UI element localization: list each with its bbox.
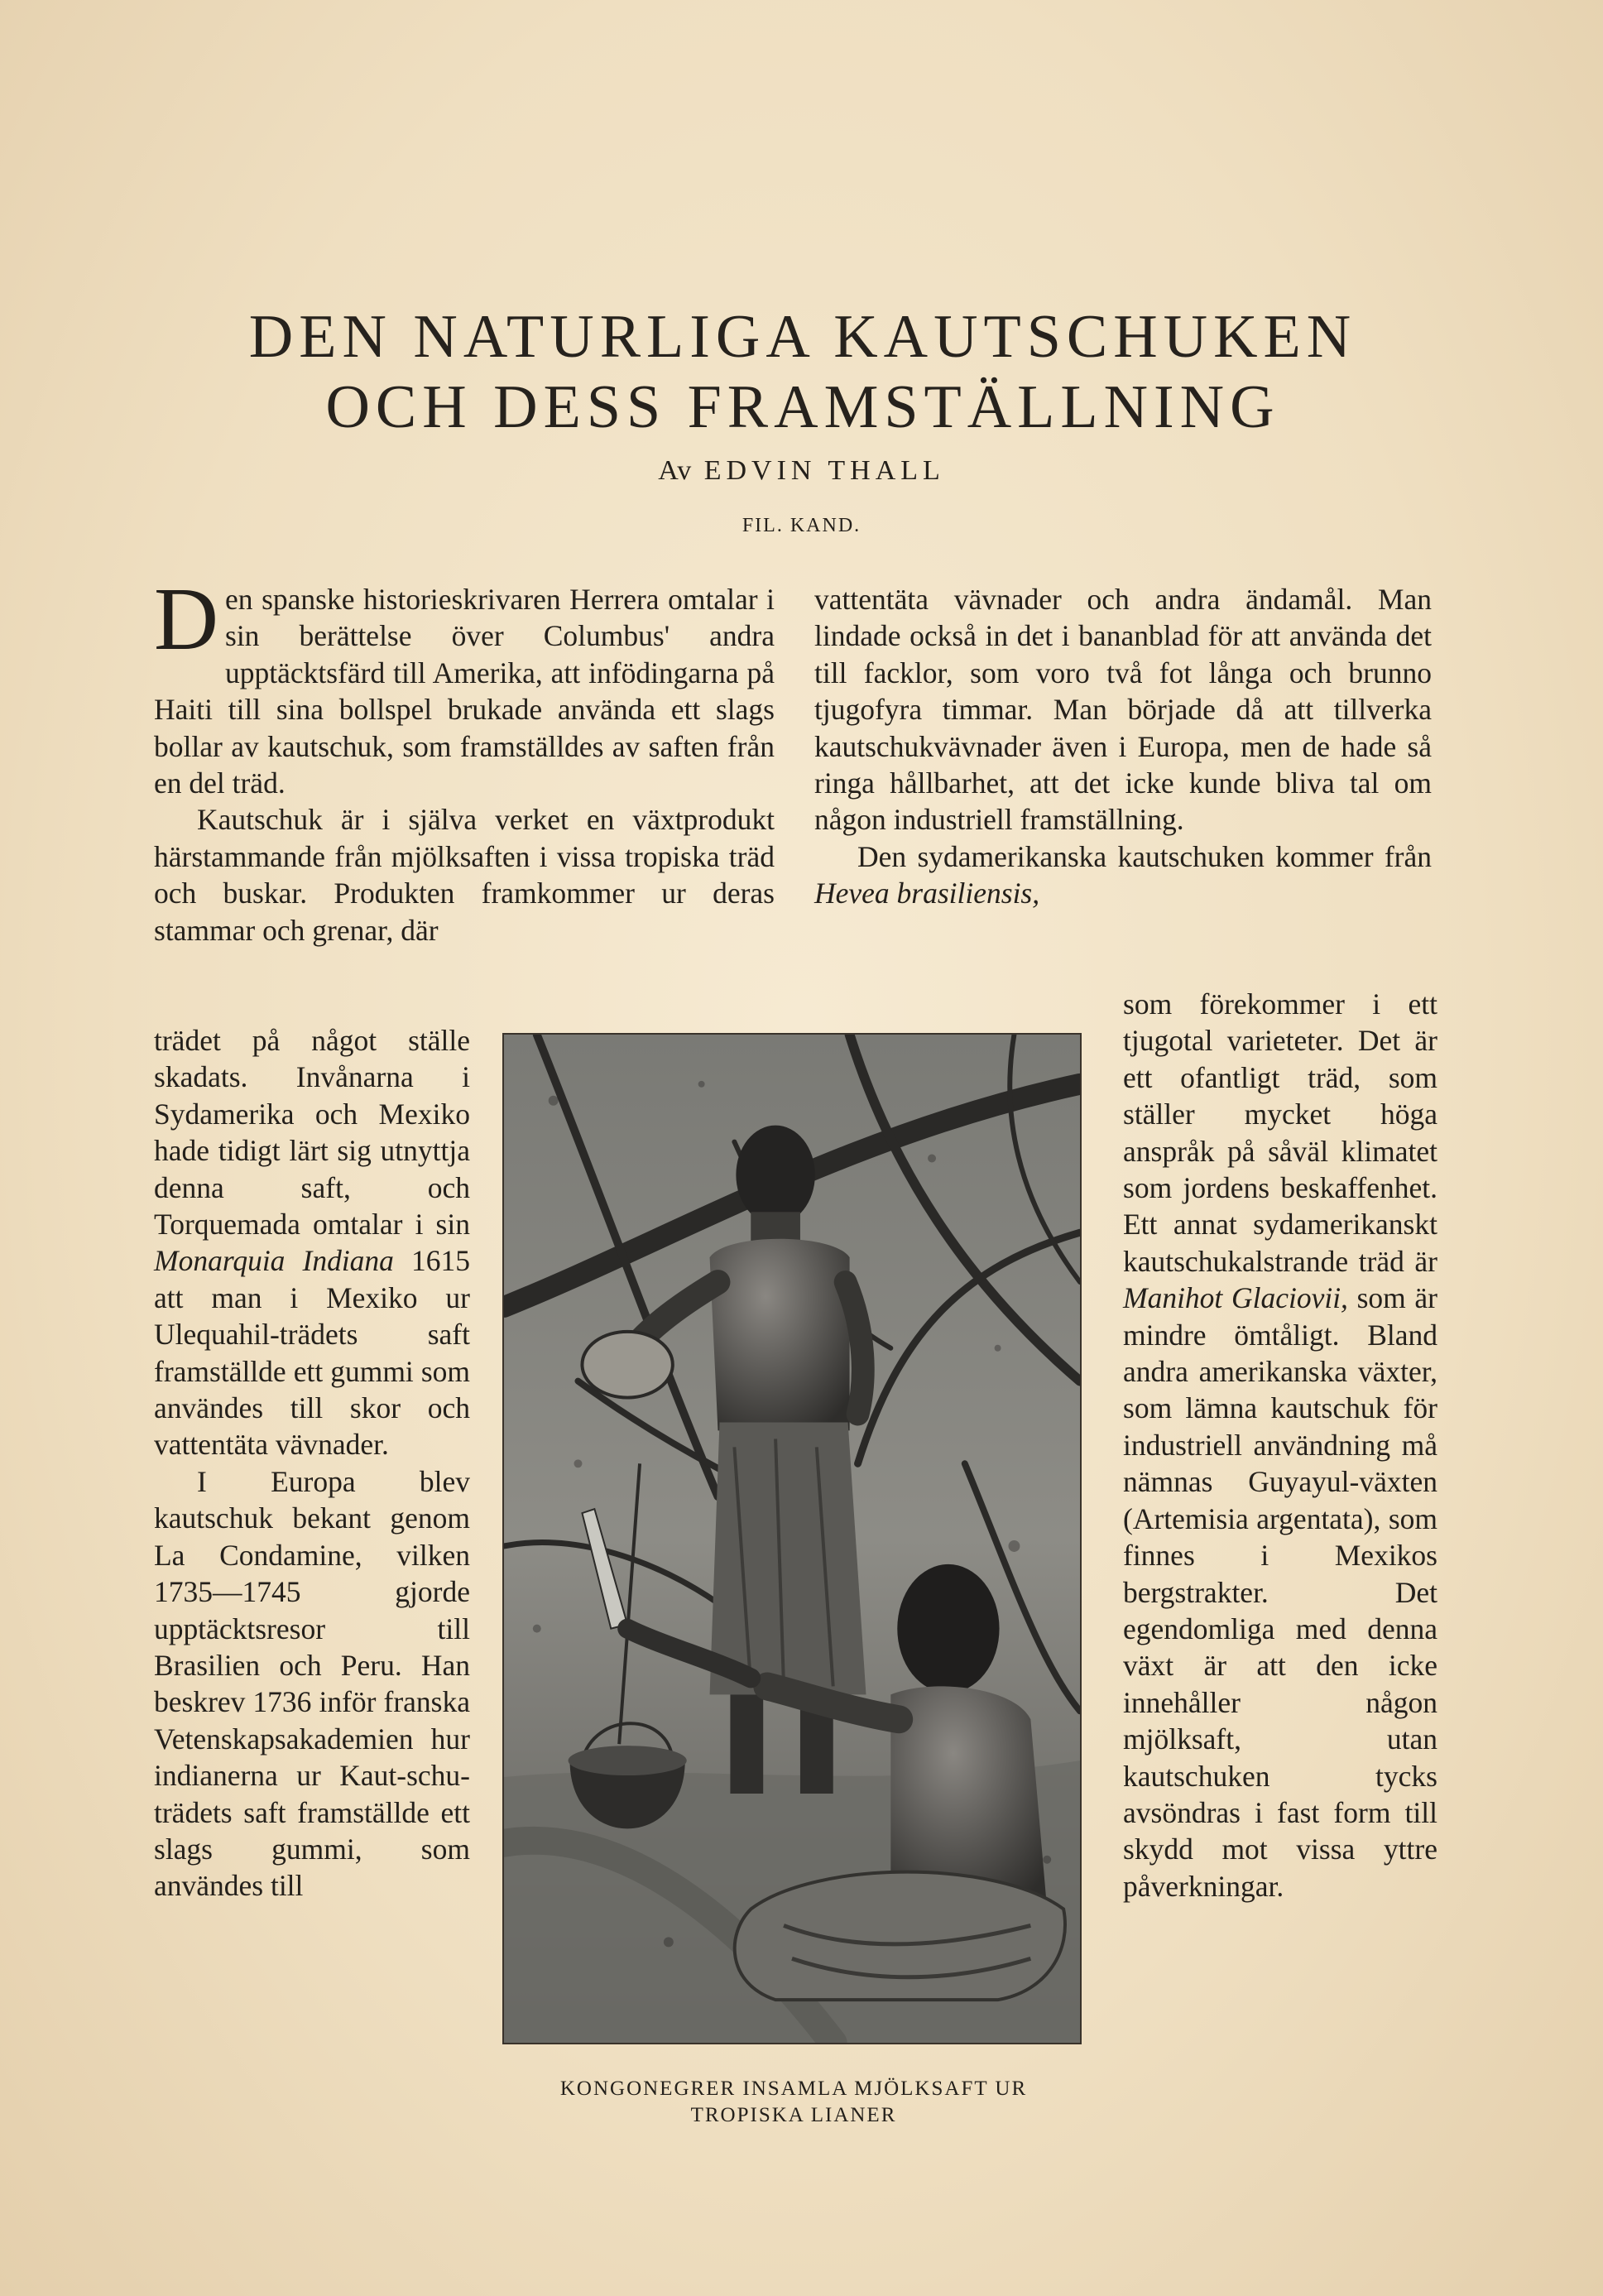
paragraph-4-text-c: som är mindre ömtåligt. Bland andra amerikanska växter, som lämna kautschuk för industriell användning må nämnas Guyayul-växten (Artemisia argentata), som finnes i Mexikos bergstrakter. Det egendomliga med denna växt är att den icke innehåller någon mjölksaft, utan kautschuken tycks avsöndras i fast form till skydd mot vissa yttre påverkningar. <box>1123 1281 1437 1903</box>
caption-line-1: KONGONEGRER INSAMLA MJÖLKSAFT UR <box>559 2077 1028 2100</box>
caption-line-2: TROPISKA LIANER <box>690 2104 897 2126</box>
paragraph-3-continued: vattentäta vävnader och andra ändamål. Man lindade också in det i bananblad för att använda det till facklor, som voro två fot långa och brunno tjugofyra timmar. Man började då att tillverka kautschukvävnader även i Europa, men de hade så ringa hållbarhet, att det icke kunde bliva tal om någon industriell framställning. <box>814 583 1432 837</box>
right-column-narrow <box>1123 986 1437 1905</box>
paragraph-2-cont-text: trädet på något ställe skadats. Invånarna i Sydamerika och Mexiko hade tidigt lärt sig utnyttja denna saft, och Torquemada omtalar i sin <box>154 1024 470 1242</box>
paragraph-4-continued <box>1123 986 1437 1905</box>
photo-caption <box>488 2076 1099 2129</box>
photo-illustration <box>504 1035 1080 2043</box>
author-name: EDVIN THALL <box>703 455 945 486</box>
byline <box>0 455 1603 487</box>
byline-prefix: Av <box>658 455 693 486</box>
article-title-line-1: DEN NATURLIGA KAUTSCHUKEN <box>248 303 1357 371</box>
right-column-top <box>814 581 1432 912</box>
photograph <box>502 1033 1082 2044</box>
author-credential: FIL. KAND. <box>742 515 861 536</box>
paragraph-4-text-a: Den sydamerikanska kautschuken kommer från <box>857 839 1432 873</box>
paragraph-2-cont-text-b: 1615 att man i Mexiko ur Ulequahil-trädets saft framställde ett gummi som användes till skor och vattentäta vävnader. <box>154 1244 470 1462</box>
species-name-hevea: Hevea brasiliensis, <box>814 877 1040 910</box>
book-title-italic: Monarquia Indiana <box>154 1244 394 1278</box>
left-column-top <box>154 570 775 949</box>
paragraph-2: Kautschuk är i själva verket en växtprodukt härstammande från mjölksaften i vissa tropiska träd och buskar. Produkten framkommer ur deras stammar och grenar, där <box>154 803 775 947</box>
article-title-line-2: OCH DESS FRAMSTÄLLNING <box>325 373 1280 441</box>
species-name-manihot: Manihot Glaciovii, <box>1123 1281 1348 1315</box>
drop-cap: D <box>154 570 218 669</box>
left-column-narrow <box>154 1022 470 1905</box>
paragraph-2-continued <box>154 1022 470 1463</box>
paragraph-3: I Europa blev kautschuk bekant genom La Condamine, vilken 1735—1745 gjorde upptäcktsresor till Brasilien och Peru. Han beskrev 1736 inför franska Vetenskapsakademien hur indianerna ur Kaut-schu-trädets saft framställde ett slags gummi, som användes till <box>154 1464 470 1903</box>
paragraph-4-start <box>814 838 1432 912</box>
paragraph-4-text-b: som förekommer i ett tjugotal varieteter. Det är ett ofantligt träd, som ställer mycket höga anspråk på såväl klimatet som jordens beskaffenhet. Ett annat sydamerikanskt kautschukalstrande träd är <box>1123 987 1437 1278</box>
paragraph-1-text: en spanske historieskrivaren Herrera omtalar i sin berättelse över Columbus' andra upptäcktsfärd till Amerika, att infödingarna på Haiti till sina bollspel brukade använda ett slags bollar av kautschuk, som framställdes av saften från en del träd. <box>154 583 775 800</box>
paragraph-1 <box>154 570 775 801</box>
